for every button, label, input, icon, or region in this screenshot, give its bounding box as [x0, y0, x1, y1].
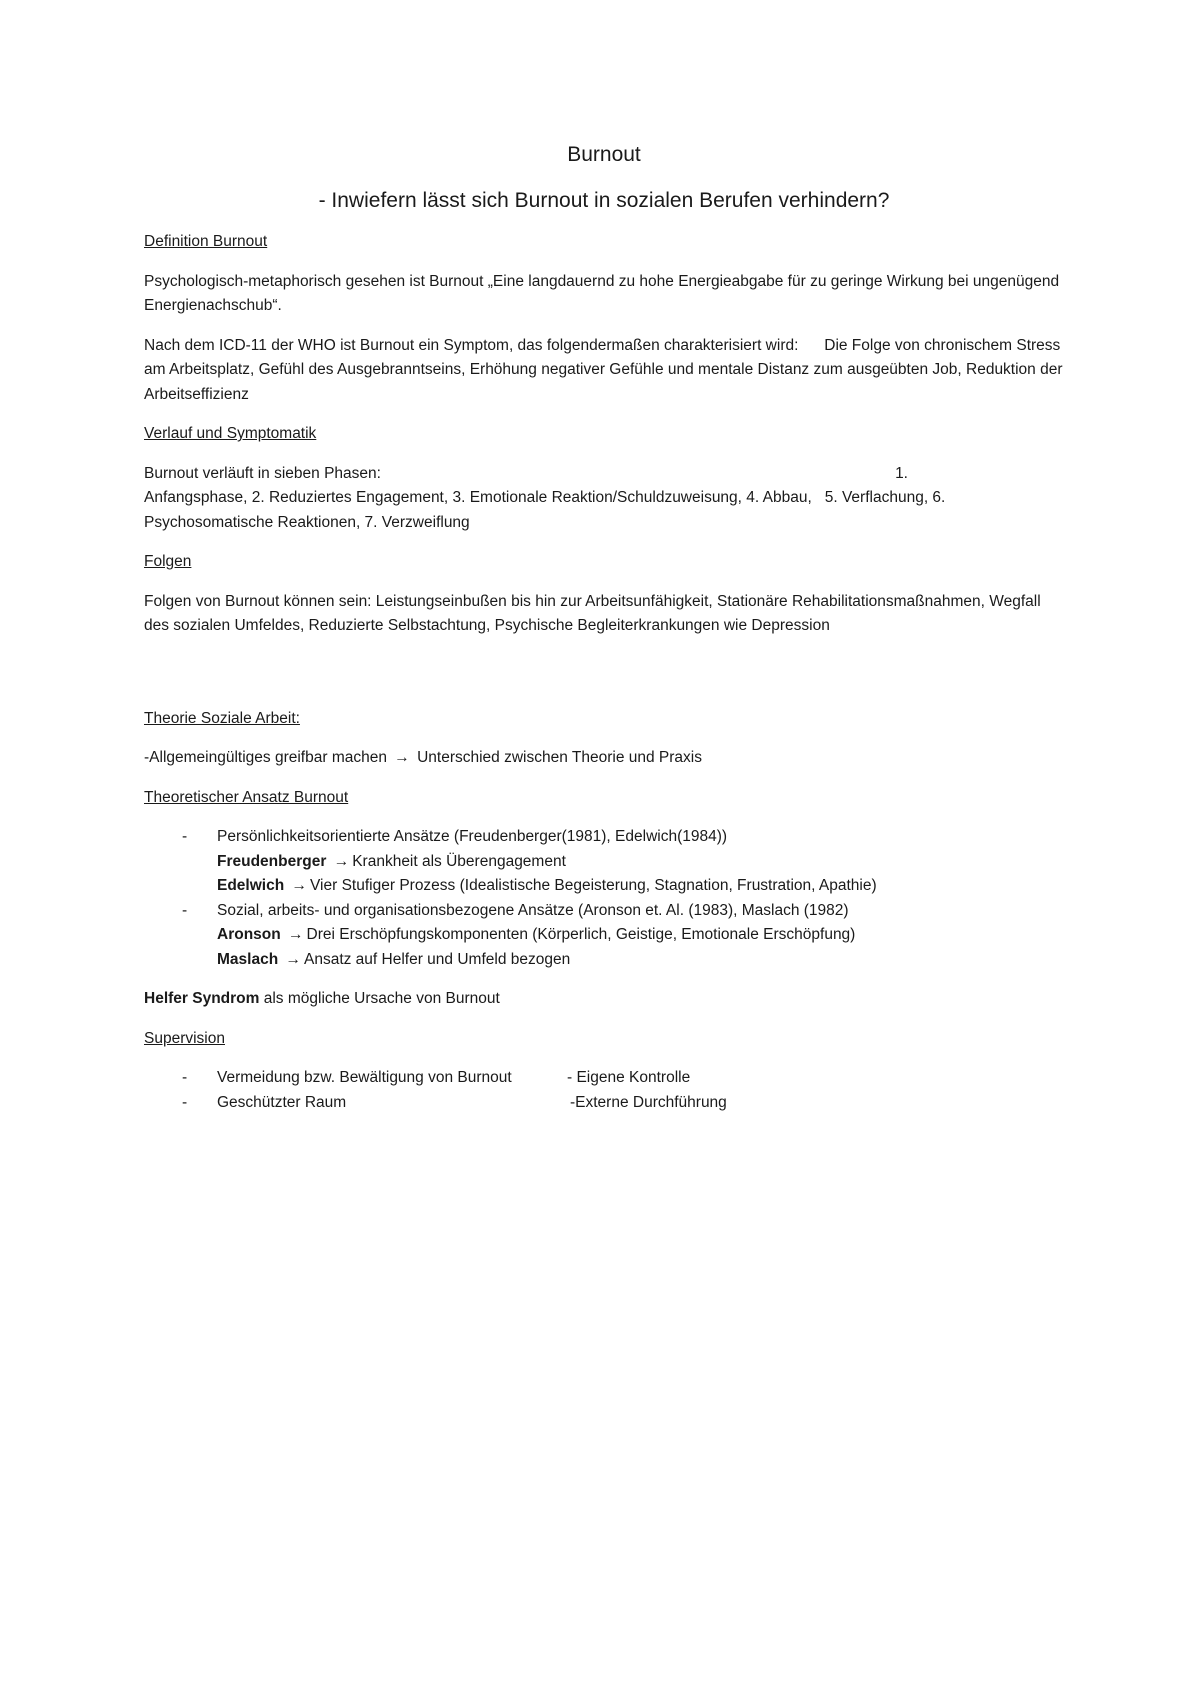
list-item	[144, 899, 1064, 973]
verlauf-paragraph	[144, 462, 1064, 536]
folgen-paragraph: Folgen von Burnout können sein: Leistungseinbußen bis hin zur Arbeitsunfähigkeit, Stationäre Rehabilitationsmaßnahmen, Wegfall des sozialen Umfeldes, Reduzierte Selbstachtung, Psychische Begleiterkrankungen wie Depression	[144, 592, 1041, 634]
document-title: Burnout	[567, 143, 641, 166]
supervision-row	[217, 1091, 1064, 1116]
ansatz-sub-text: Drei Erschöpfungskomponenten (Körperlich, Geistige, Emotionale Erschöpfung)	[306, 926, 856, 943]
verlauf-phases: Anfangsphase, 2. Reduziertes Engagement, 3. Emotionale Reaktion/Schuldzuweisung, 4. Abbau, 5. Verflachung, 6. Psychosomatische Reaktionen, 7. Verzweiflung	[144, 489, 950, 531]
section-heading-definition: Definition Burnout	[144, 233, 268, 250]
ansatz-sub-line	[217, 923, 1064, 948]
supervision-right: -Externe Durchführung	[570, 1093, 727, 1111]
right-arrow-icon: →	[394, 749, 410, 766]
verlauf-intro: Burnout verläuft in sieben Phasen:	[144, 464, 381, 482]
ansatz-sub-line	[217, 874, 1064, 899]
section-heading-supervision: Supervision	[144, 1029, 225, 1047]
list-item	[144, 825, 1064, 899]
section-heading-ansatz: Theoretischer Ansatz Burnout	[144, 788, 349, 806]
ansatz-sub-line	[217, 850, 1064, 875]
verlauf-intro-line	[144, 462, 1064, 487]
section-heading-theorie: Theorie Soziale Arbeit:	[144, 709, 300, 727]
list-dash: -	[182, 828, 188, 845]
theorie-text-right: Unterschied zwischen Theorie und Praxis	[417, 749, 702, 766]
list-dash: -	[182, 1069, 188, 1086]
supervision-left: Geschützter Raum	[217, 1093, 347, 1111]
theorie-paragraph	[144, 746, 1064, 771]
list-item	[144, 1091, 1064, 1116]
right-arrow-icon: →	[291, 877, 307, 894]
ansatz-item-main: Persönlichkeitsorientierte Ansätze (Freudenberger(1981), Edelwich(1984))	[217, 828, 728, 845]
list-dash: -	[182, 1093, 188, 1111]
ansatz-sub-line	[217, 948, 1064, 973]
ansatz-sub-name: Maslach	[217, 950, 279, 968]
document-content	[144, 140, 1064, 1130]
ansatz-list	[144, 825, 1064, 972]
supervision-list	[144, 1066, 1064, 1115]
helfer-paragraph	[144, 987, 1064, 1012]
section-heading-verlauf: Verlauf und Symptomatik	[144, 425, 317, 442]
supervision-right: - Eigene Kontrolle	[567, 1069, 691, 1086]
right-arrow-icon: →	[288, 926, 304, 943]
supervision-row	[217, 1066, 1064, 1091]
right-arrow-icon: →	[285, 950, 301, 968]
verlauf-first-number: 1.	[895, 464, 908, 482]
definition-paragraph-1: Psychologisch-metaphorisch gesehen ist Burnout „Eine langdauernd zu hohe Energieabgabe für zu geringe Wirkung bei ungenügend Energienachschub“.	[144, 272, 1060, 314]
ansatz-sub-name: Freudenberger	[217, 852, 327, 870]
helfer-rest: als mögliche Ursache von Burnout	[259, 990, 500, 1007]
ansatz-sub-text: Krankheit als Überengagement	[352, 852, 566, 870]
section-heading-folgen: Folgen	[144, 553, 192, 570]
ansatz-sub-name: Aronson	[217, 926, 281, 943]
supervision-left: Vermeidung bzw. Bewältigung von Burnout	[217, 1069, 512, 1086]
ansatz-sub-text: Vier Stufiger Prozess (Idealistische Begeisterung, Stagnation, Frustration, Apathie)	[310, 877, 877, 894]
ansatz-item-main: Sozial, arbeits- und organisationsbezogene Ansätze (Aronson et. Al. (1983), Maslach (1982)	[217, 901, 849, 919]
right-arrow-icon: →	[333, 852, 350, 870]
vertical-spacer	[144, 654, 1064, 707]
theorie-text-left: -Allgemeingültiges greifbar machen	[144, 749, 387, 766]
document-subtitle: - Inwiefern lässt sich Burnout in sozialen Berufen verhindern?	[318, 189, 890, 212]
helfer-bold: Helfer Syndrom	[144, 990, 260, 1007]
list-dash: -	[182, 901, 188, 919]
ansatz-sub-name: Edelwich	[217, 877, 285, 894]
ansatz-sub-text: Ansatz auf Helfer und Umfeld bezogen	[303, 950, 571, 968]
definition-paragraph-2: Nach dem ICD-11 der WHO ist Burnout ein Symptom, das folgendermaßen charakterisiert wird: Die Folge von chronischem Stress am Arbeitsplatz, Gefühl des Ausgebranntseins, Erhöhung negativer Gefühle und mentale Distanz zum ausgeübten Job, Reduktion der Arbeitseffizienz	[144, 336, 1066, 403]
list-item	[144, 1066, 1064, 1091]
